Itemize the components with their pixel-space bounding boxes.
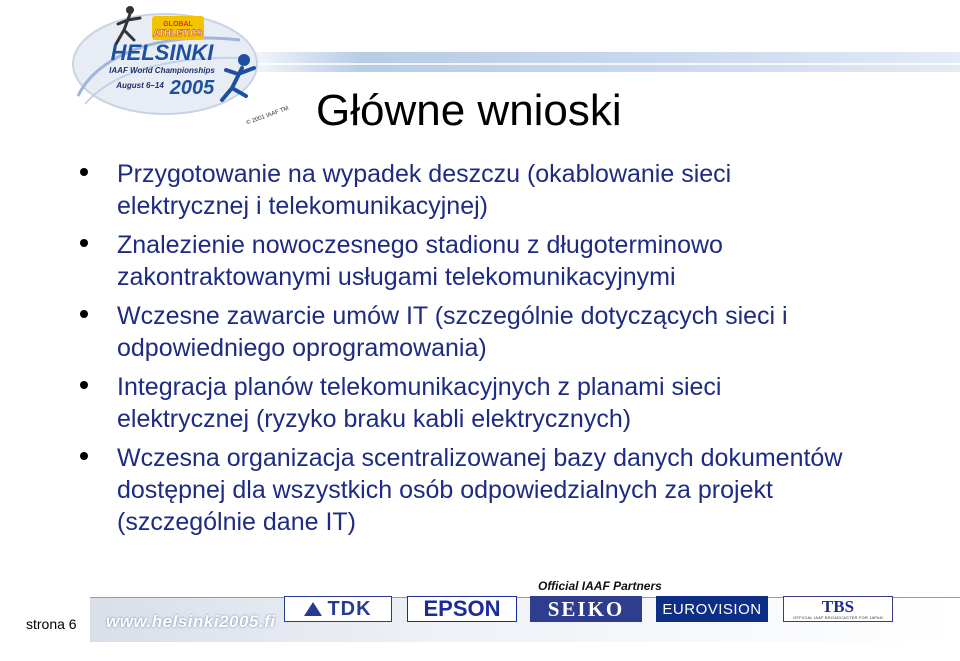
logo-athletics-text: ATHLETICS <box>153 28 203 38</box>
tdk-triangle-icon <box>304 602 322 616</box>
bullet-dot <box>80 452 88 460</box>
logo-city-text: HELSINKI <box>110 40 214 65</box>
bullet-dot <box>80 168 88 176</box>
header-band <box>230 52 960 72</box>
seiko-logo <box>530 596 642 622</box>
tbs-logo <box>783 596 893 622</box>
partners-label: Official IAAF Partners <box>538 579 662 593</box>
tdk-logo-text: TDK <box>327 597 372 620</box>
logo-copyright-text: © 2001 IAAF TM <box>245 105 290 127</box>
helsinki-2005-logo <box>0 0 300 140</box>
tbs-tagline: OFFICIAL IAAF BROADCASTER FOR JAPAN <box>793 614 883 620</box>
slide-title: Główne wnioski <box>316 86 622 135</box>
bullet-dot <box>80 239 88 247</box>
epson-logo <box>407 596 517 622</box>
bullet-text: Znalezienie nowoczesnego stadionu z długoterminowo zakontraktowanymi usługami telekomunikacyjnymi <box>117 231 723 291</box>
bullet-dot <box>80 310 88 318</box>
bullet-text: Wczesna organizacja scentralizowanej bazy danych dokumentów dostępnej dla wszystkich osób odpowiedzialnych za projekt (szczególnie dane IT) <box>117 444 843 536</box>
tdk-logo <box>284 596 392 622</box>
tbs-logo-text: TBS <box>821 596 855 616</box>
logo-event-text: IAAF World Championships <box>109 66 215 75</box>
bullet-text: Przygotowanie na wypadek deszczu (okablowanie sieci elektrycznej i telekomunikacyjnej) <box>117 160 732 220</box>
bullet-text: Wczesne zawarcie umów IT (szczególnie dotyczących sieci i odpowiedniego oprogramowania) <box>117 302 788 362</box>
logo-dates-text: August 6–14 <box>116 81 164 90</box>
seiko-logo-text: SEIKO <box>547 596 625 621</box>
header-band-stripe <box>230 63 960 65</box>
epson-logo-text: EPSON <box>423 596 501 621</box>
page-number: strona 6 <box>26 616 77 632</box>
logo-global-text: GLOBAL <box>163 21 193 28</box>
eurovision-logo <box>656 596 768 622</box>
bullet-text: Integracja planów telekomunikacyjnych z planami sieci elektrycznej (ryzyko braku kabli elektrycznych) <box>117 373 722 433</box>
logo-year-text: 2005 <box>169 77 215 99</box>
eurovision-logo-text: EUROVISION <box>662 600 762 618</box>
bullet-dot <box>80 381 88 389</box>
website-link[interactable]: www.helsinki2005.fi <box>106 612 276 631</box>
